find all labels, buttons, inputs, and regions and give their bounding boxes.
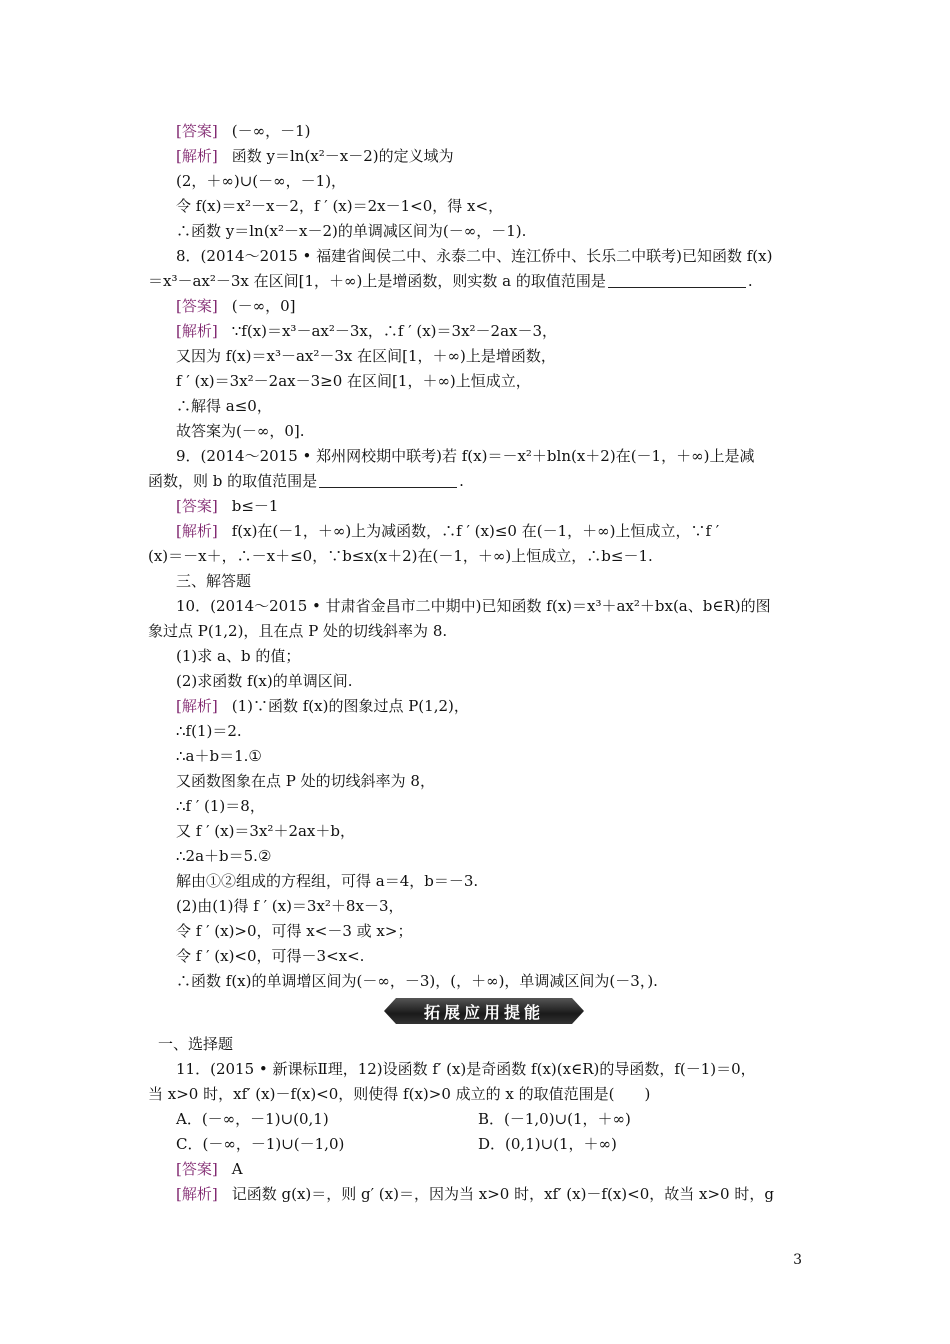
- q10-analysis-line: ∴f ′ (1)＝8，: [176, 797, 265, 815]
- option-a: A．(－∞，－1)∪(0,1): [176, 1110, 329, 1128]
- q11-options-row: [148, 1107, 818, 1132]
- q8-stem: 8．(2014～2015 • 福建省闽侯二中、永泰二中、连江侨中、长乐二中联考)已知函数 f(x): [176, 247, 773, 265]
- section-heading: 一、选择题: [158, 1035, 234, 1053]
- q7-analysis-line: [解析] 函数 y＝ln(x²－x－2)的定义域为: [176, 147, 454, 165]
- answer-tag: [答案]: [176, 1160, 218, 1178]
- q8-stem: ＝x³－ax²－3x 在区间[1，＋∞)上是增函数，则实数 a 的取值范围是 .: [148, 272, 753, 290]
- q9-analysis-line: (x)＝－x＋，∴－x＋≤0，∵b≤x(x＋2)在(－1，＋∞)上恒成立，∴b≤－1.: [148, 547, 653, 565]
- analysis-tag: [解析]: [176, 147, 218, 165]
- q8-analysis-line: f ′ (x)＝3x²－2ax－3≥0 在区间[1，＋∞)上恒成立，: [176, 372, 531, 390]
- answer-blank: [319, 472, 457, 488]
- q10-stem: 象过点 P(1,2)，且在点 P 处的切线斜率为 8.: [148, 622, 448, 640]
- q10-stem: 10．(2014～2015 • 甘肃省金昌市二中期中)已知函数 f(x)＝x³＋ax²＋bx(a、b∈R)的图: [176, 597, 771, 615]
- answer-tag: [答案]: [176, 297, 218, 315]
- section-heading: 三、解答题: [176, 572, 252, 590]
- q8-analysis-line: 又因为 f(x)＝x³－ax²－3x 在区间[1，＋∞)上是增函数，: [176, 347, 556, 365]
- q8-answer-line: [答案] (－∞，0]: [176, 297, 296, 315]
- q10-analysis-line: ∴函数 f(x)的单调增区间为(－∞，－3)，(，＋∞)，单调减区间为(－3，).: [176, 972, 658, 990]
- q9-answer-line: [答案] b≤－1: [176, 497, 279, 515]
- answer-tag: [答案]: [176, 497, 218, 515]
- q11-analysis-line: [解析] 记函数 g(x)＝，则 g′ (x)＝，因为当 x>0 时，xf′ (x)－f(x)<0，故当 x>0 时，g: [176, 1185, 774, 1203]
- q8-analysis-line: [解析] ∵f(x)＝x³－ax²－3x，∴f ′ (x)＝3x²－2ax－3，: [176, 322, 558, 340]
- banner-title: 拓展应用提能: [423, 1002, 544, 1022]
- q10-analysis-line: 又 f ′ (x)＝3x²＋2ax＋b，: [176, 822, 355, 840]
- q10-analysis-line: 解由①②组成的方程组，可得 a＝4，b＝－3.: [176, 872, 479, 890]
- q9-analysis-line: [解析] f(x)在(－1，＋∞)上为减函数，∴f ′ (x)≤0 在(－1，＋∞)上恒成立，∵f ′: [176, 522, 720, 540]
- q10-analysis-line: 令 f ′ (x)>0，可得 x<－3 或 x>；: [176, 922, 413, 940]
- analysis-tag: [解析]: [176, 1185, 218, 1203]
- q7-analysis-line: (2，＋∞)∪(－∞，－1)，: [176, 172, 347, 190]
- q10-analysis-line: ∴a＋b＝1.①: [176, 747, 262, 765]
- q8-analysis-line: ∴解得 a≤0，: [176, 397, 272, 415]
- q7-answer-line: [答案] (－∞，－1): [176, 122, 311, 140]
- answer-blank: [608, 272, 746, 288]
- analysis-tag: [解析]: [176, 322, 218, 340]
- q9-stem: 9．(2014～2015 • 郑州网校期中联考)若 f(x)＝－x²＋bln(x＋2)在(－1，＋∞)上是减: [176, 447, 755, 465]
- page-number: 3: [793, 1252, 802, 1268]
- option-d: D．(0,1)∪(1，＋∞): [478, 1135, 617, 1153]
- answer-tag: [答案]: [176, 122, 218, 140]
- q10-analysis-line: [解析] (1)∵函数 f(x)的图象过点 P(1,2)，: [176, 697, 469, 715]
- page-content: [148, 119, 818, 1207]
- q10-analysis-line: (2)由(1)得 f ′ (x)＝3x²＋8x－3，: [176, 897, 404, 915]
- q10-subquestion: (2)求函数 f(x)的单调区间.: [176, 672, 353, 690]
- q7-analysis-line: ∴函数 y＝ln(x²－x－2)的单调减区间为(－∞，－1).: [176, 222, 527, 240]
- q9-stem: 函数，则 b 的取值范围是 .: [148, 472, 464, 490]
- q11-options-row: [148, 1132, 818, 1157]
- q10-analysis-line: ∴f(1)＝2.: [176, 722, 242, 740]
- analysis-tag: [解析]: [176, 522, 218, 540]
- q10-analysis-line: 令 f ′ (x)<0，可得－3<x<.: [176, 947, 365, 965]
- banner-ribbon: [384, 998, 584, 1024]
- q11-answer-line: [答案] A: [176, 1160, 243, 1178]
- q11-stem: 当 x>0 时，xf′ (x)－f(x)<0，则使得 f(x)>0 成立的 x 的取值范围是( ): [148, 1085, 651, 1103]
- q10-subquestion: (1)求 a、b 的值；: [176, 647, 301, 665]
- q8-analysis-line: 故答案为(－∞，0].: [176, 422, 305, 440]
- section-banner: [148, 994, 818, 1032]
- q11-stem: 11．(2015 • 新课标Ⅱ理，12)设函数 f′ (x)是奇函数 f(x)(x∈R)的导函数，f(－1)＝0，: [176, 1060, 756, 1078]
- q7-analysis-line: 令 f(x)＝x²－x－2，f ′ (x)＝2x－1<0，得 x<，: [176, 197, 504, 215]
- analysis-tag: [解析]: [176, 697, 218, 715]
- q10-analysis-line: 又函数图象在点 P 处的切线斜率为 8，: [176, 772, 435, 790]
- option-b: B．(－1,0)∪(1，＋∞): [478, 1110, 631, 1128]
- q10-analysis-line: ∴2a＋b＝5.②: [176, 847, 272, 865]
- option-c: C．(－∞，－1)∪(－1,0): [176, 1135, 345, 1153]
